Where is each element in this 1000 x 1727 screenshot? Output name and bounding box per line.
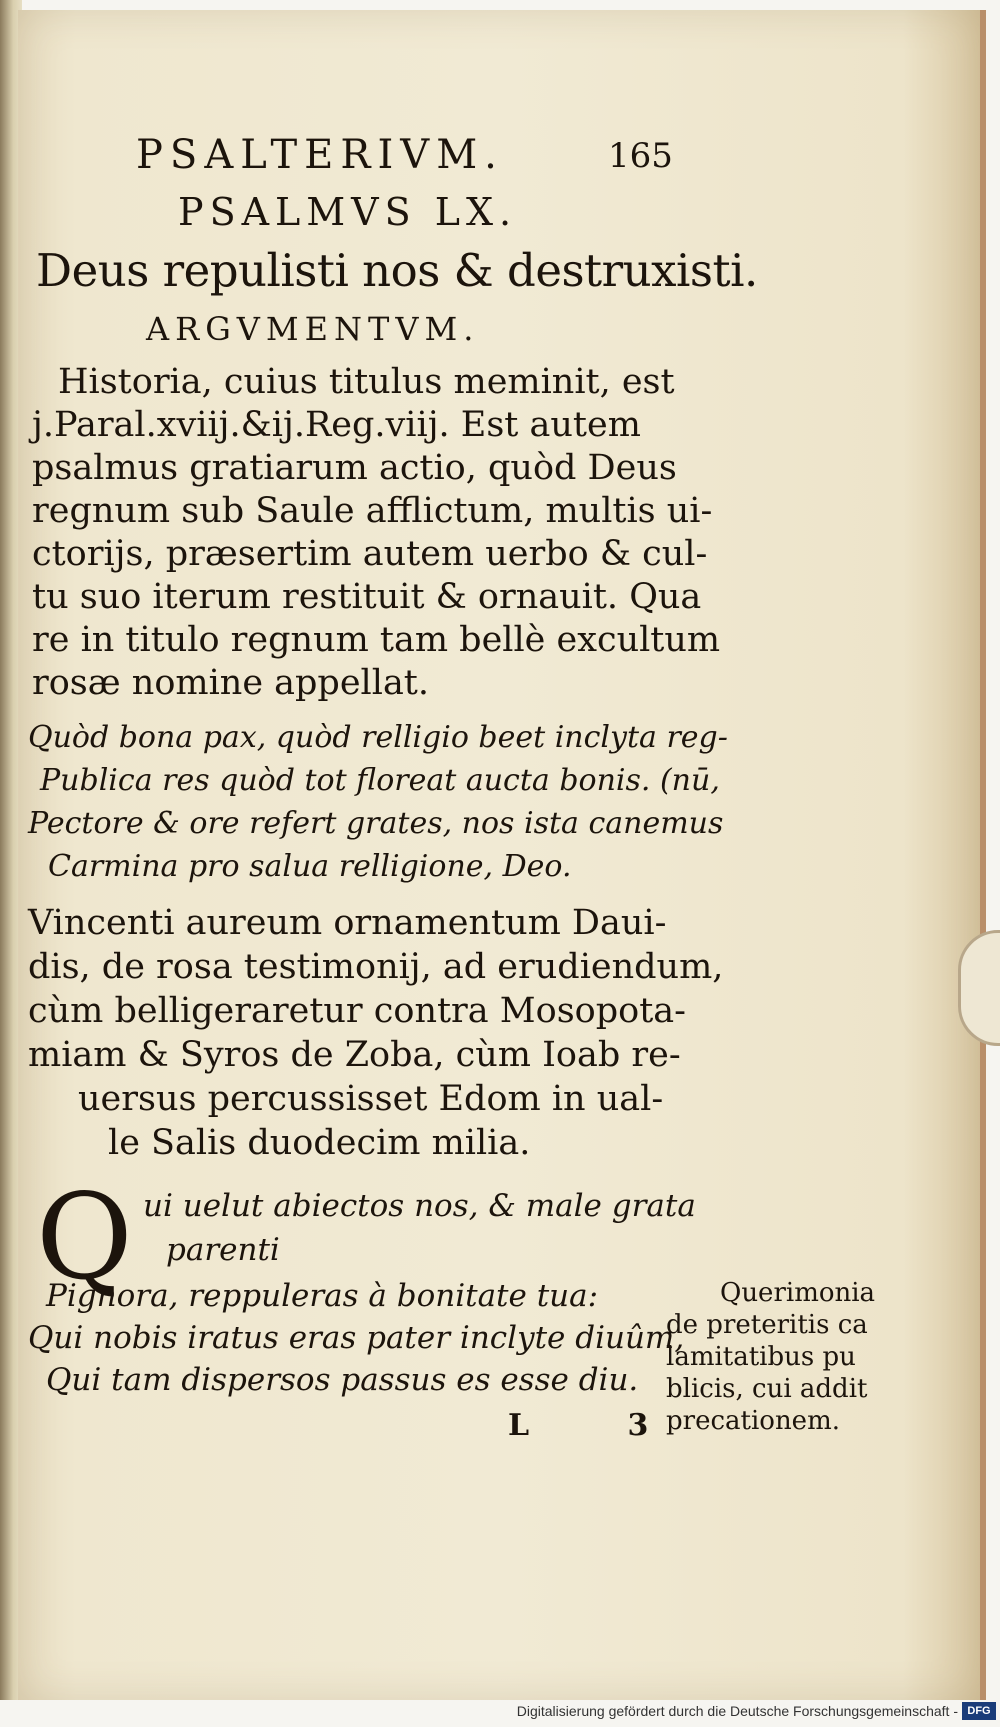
- poem-line: Qui nobis iratus eras pater inclyte diuûm,: [28, 1320, 685, 1356]
- argumentum-line: ctorijs, præsertim autem uerbo & cul-: [32, 534, 708, 574]
- psalm-title-line: miam & Syros de Zoba, cùm Ioab re-: [28, 1035, 681, 1075]
- poem-line: Qui tam dispersos passus es esse diu.: [46, 1362, 639, 1398]
- margin-note-line: lamitatibus pu: [666, 1342, 856, 1372]
- argumentum-line: rosæ nomine appellat.: [32, 663, 429, 703]
- digitization-credit: Digitalisierung gefördert durch die Deutsche Forschungsgemeinschaft -: [516, 1703, 958, 1719]
- book-page: [18, 10, 986, 1700]
- dfg-logo: DFG: [962, 1702, 996, 1720]
- margin-note-line: precationem.: [666, 1406, 840, 1436]
- psalm-title-line: dis, de rosa testimonij, ad erudiendum,: [28, 947, 724, 987]
- psalm-title-line: uersus percussisset Edom in ual-: [78, 1079, 664, 1119]
- poem-line: ui uelut abiectos nos, & male grata: [143, 1188, 696, 1224]
- psalm-title-line: le Salis duodecim milia.: [108, 1123, 531, 1163]
- running-head: PSALTERIVM.: [136, 132, 504, 178]
- psalm-title-line: Vincenti aureum ornamentum Daui-: [28, 903, 667, 943]
- argumentum-line: tu suo iterum restituit & ornauit. Qua: [32, 577, 702, 617]
- verse-line: Carmina pro salua relligione, Deo.: [48, 849, 572, 884]
- signature-mark: L 3: [508, 1408, 693, 1443]
- argumentum-line: j.Paral.xviij.&ij.Reg.viij. Est autem: [32, 405, 641, 445]
- book-clasp: [958, 930, 1000, 1046]
- verse-line: Quòd bona pax, quòd relligio beet inclyta reg-: [28, 720, 728, 755]
- page-number: 165: [608, 136, 673, 176]
- argumentum-line: Historia, cuius titulus meminit, est: [58, 362, 675, 402]
- poem-line: Pignora, reppuleras à bonitate tua:: [46, 1278, 599, 1314]
- verse-line: Publica res quòd tot floreat aucta bonis. (nū,: [40, 763, 720, 798]
- argumentum-line: psalmus gratiarum actio, quòd Deus: [32, 448, 677, 488]
- argumentum-line: re in titulo regnum tam bellè excultum: [32, 620, 721, 660]
- drop-cap: Q: [36, 1168, 133, 1306]
- margin-note-line: Querimonia: [720, 1278, 876, 1308]
- psalm-incipit: Deus repulisti nos & destruxisti.: [36, 244, 758, 297]
- argumentum-heading: ARGVMENTVM.: [146, 310, 480, 348]
- verse-line: Pectore & ore refert grates, nos ista canemus: [28, 806, 724, 841]
- poem-line: parenti: [166, 1232, 280, 1268]
- margin-note-line: de preteritis ca: [666, 1310, 868, 1340]
- margin-note-line: blicis, cui addit: [666, 1374, 868, 1404]
- argumentum-line: regnum sub Saule afflictum, multis ui-: [32, 491, 713, 531]
- psalm-number: PSALMVS LX.: [178, 190, 518, 234]
- psalm-title-line: cùm belligeraretur contra Mosopota-: [28, 991, 686, 1031]
- digitization-footer: [0, 1700, 1000, 1727]
